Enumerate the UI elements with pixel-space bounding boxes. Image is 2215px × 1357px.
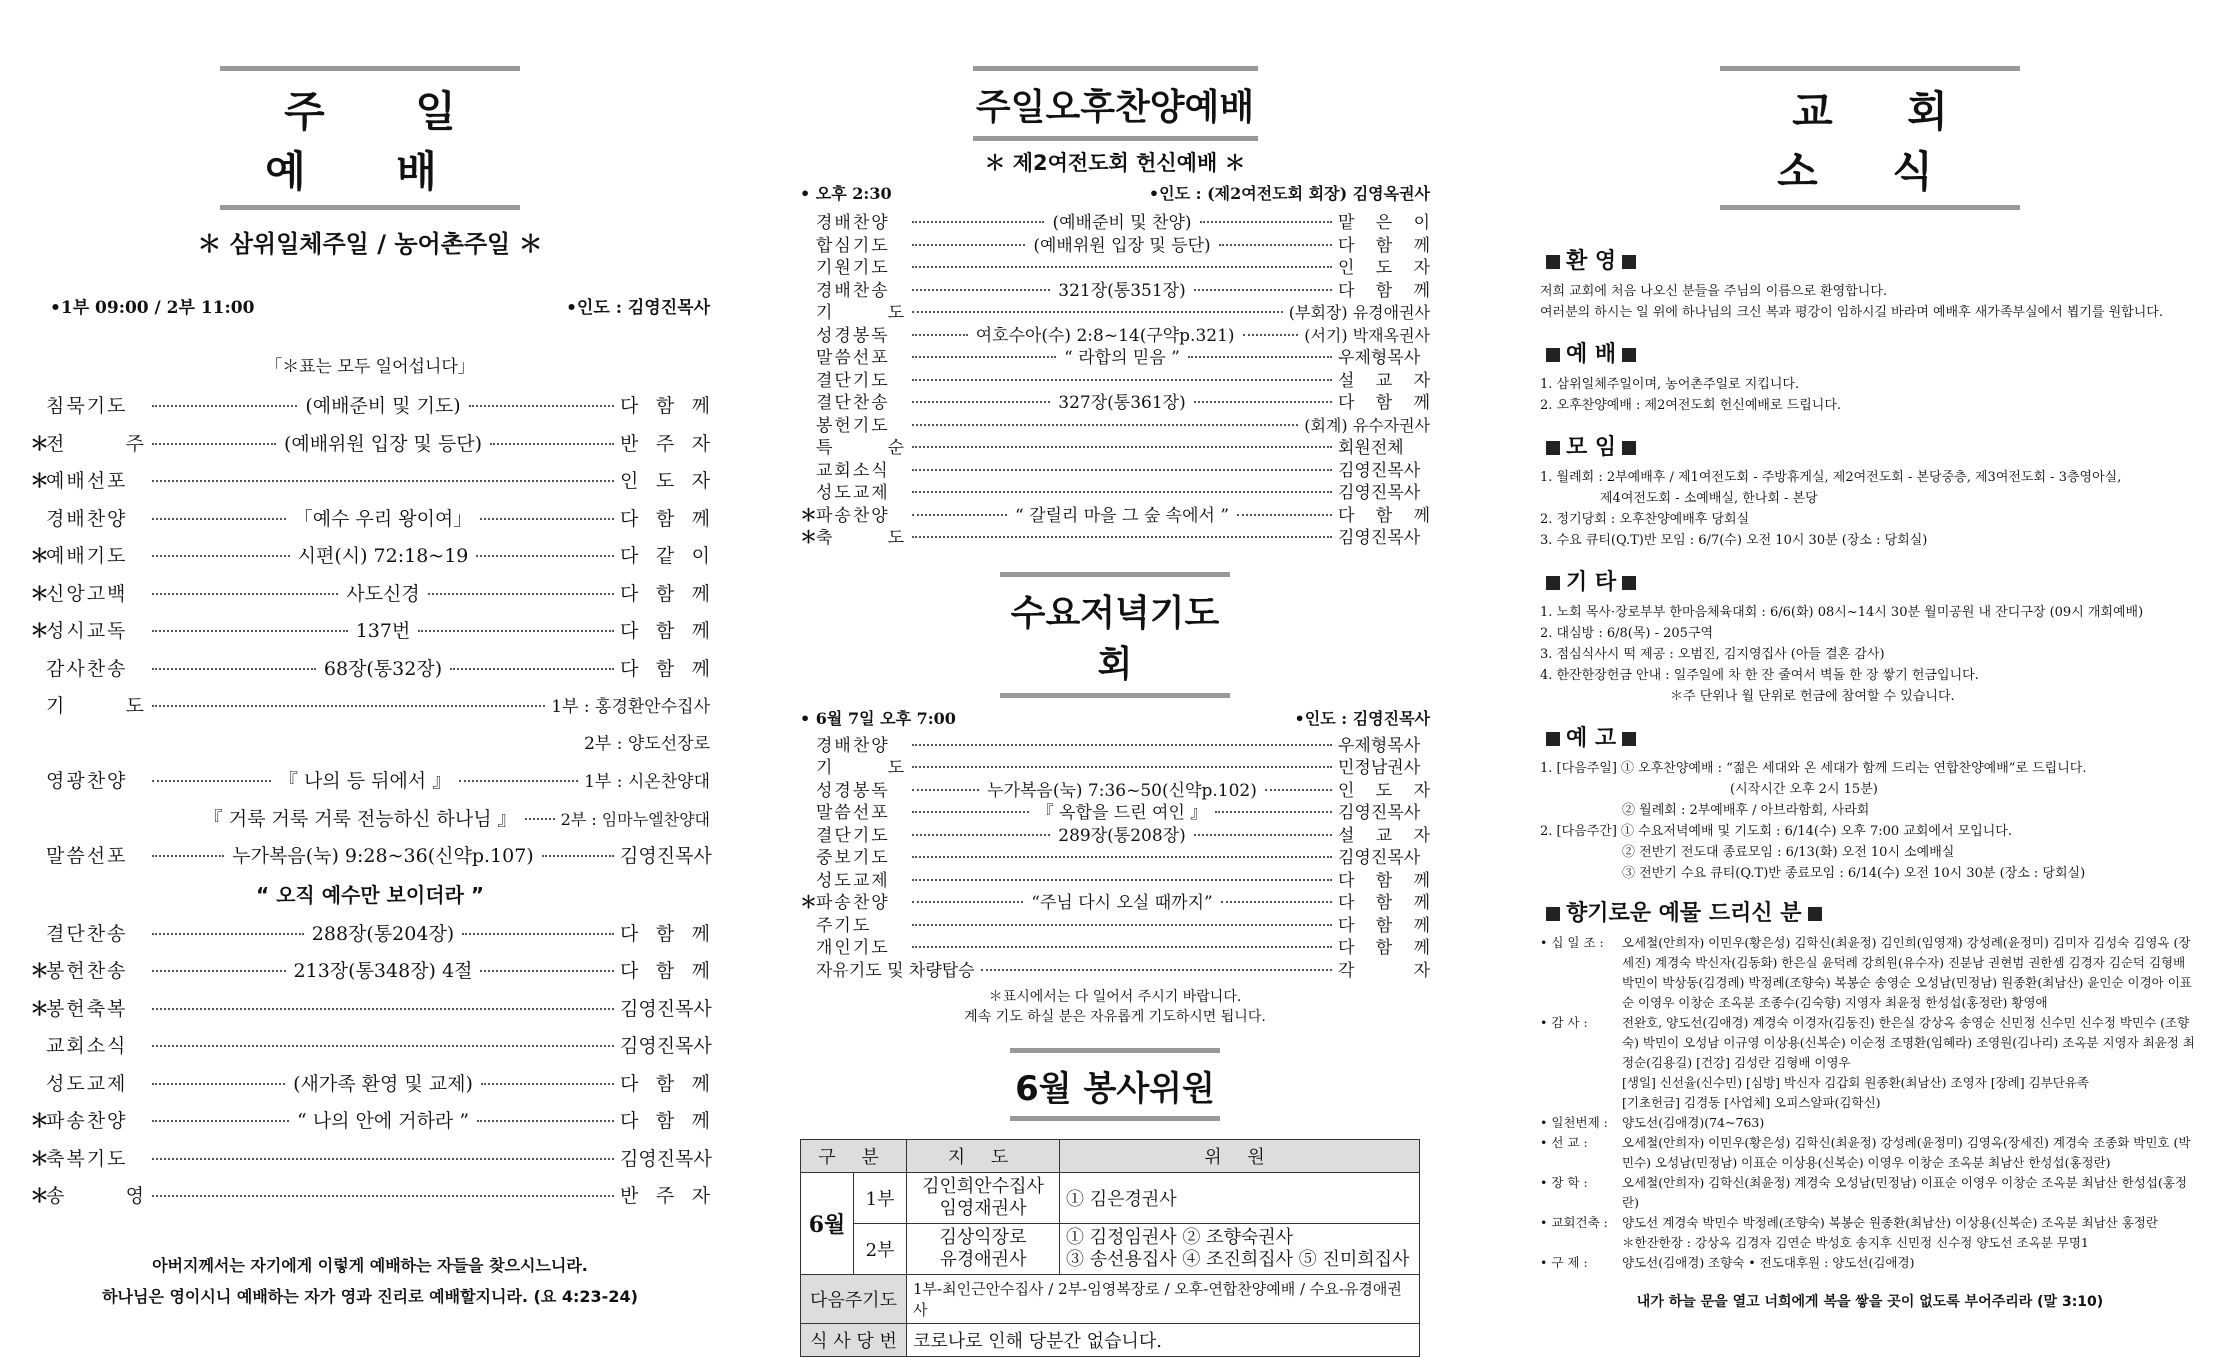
- sunday-worship-title: 주 일 예 배: [220, 66, 520, 210]
- order-row: 결단기도 설 교 자: [816, 370, 1430, 391]
- order-row: ＊ 파송찬양 “ 갈릴리 마을 그 숲 속에서 ” 다 함 께: [800, 505, 1430, 526]
- duty-members-1: ① 김은경권사: [1060, 1173, 1420, 1224]
- order-row: ＊ 파송찬양 “ 나의 안에 거하라 ” 다 함 께: [30, 1110, 711, 1132]
- order-row: 자유기도 및 차량탑승 각 자: [816, 960, 1430, 981]
- offering-entry: [기초헌금] 김경동 [사업체] 오피스알파(김학신): [1622, 1095, 1881, 1110]
- square-bullet-icon: [1546, 255, 1560, 269]
- sunday-order-list: [30, 391, 710, 691]
- notice-line-2b: ② 전반기 전도대 종료모임 : 6/13(화) 오전 10시 소예배실: [1622, 845, 1955, 860]
- order-row: 성경봉독 누가복음(눅) 7:36~50(신약p.102) 인 도 자: [816, 780, 1430, 801]
- order-row: 특 순 회원전체: [816, 438, 1404, 458]
- duty-table: [800, 1139, 1420, 1357]
- offering-entry: • 장 학 : 오세철(안희자) 김학신(최윤정) 계경숙 오성남(민정남) 이표순 이영우 이창순 조옥분 최남산 한성섭(홍정란): [1540, 1175, 2187, 1210]
- order-row: 경배찬양 우제형목사: [816, 735, 1421, 756]
- afternoon-worship-title: 주일오후찬양예배: [973, 66, 1258, 141]
- notice-line-1c: ② 월례회 : 2부예배후 / 아브라함회, 사라회: [1622, 803, 1870, 818]
- square-bullet-icon: [1546, 732, 1560, 746]
- square-bullet-icon: [1622, 348, 1636, 362]
- wednesday-time: • 6월 7일 오후 7:00: [800, 708, 956, 728]
- offering-list: [1540, 933, 2200, 1273]
- order-row: ＊ 축복기도 김영진목사: [30, 1147, 712, 1170]
- church-news-column: [1540, 0, 2200, 1310]
- order-row: 침묵기도 (예배준비 및 기도) 다 함 께: [46, 395, 711, 417]
- duty-guide-2: 김상익장로 유경애권사: [907, 1224, 1060, 1275]
- order-row: 기 도 민정남권사: [816, 758, 1421, 778]
- order-row: ＊ 전 주 (예배위원 입장 및 등단) 반 주 자: [30, 432, 711, 455]
- closing-verse: 내가 하늘 문을 열고 너희에게 복을 쌓을 곳이 없도록 부어주리라 (말 3:10): [1636, 1294, 2104, 1310]
- order-row: 결단기도 289장(통208장) 설 교 자: [816, 825, 1430, 846]
- offering-entry: [생일] 신선율(신수민) [심방] 박신자 김갑회 원종환(최남산) 조영자 [장례] 김부단유족: [1622, 1075, 2089, 1090]
- meeting-heading: 모 임: [1540, 430, 2200, 461]
- offering-entry: • 십 일 조 : 오세철(안희자) 이민우(황은성) 김학신(최윤정) 김인희(임영재) 강성례(윤정미) 김미자 김성숙 김영옥 (장세진) 계경숙 박신자(김동화) 한은실 윤덕례 강희원(유수자) 진분남 권현범 권한셈 김경자 김순덕 김형배 박민이 박상동(김경례) 박정례(조향숙) 복봉순 송영순 오성남(민정남) 원종환(최남산) 윤인순 이경아 이표순 이영우 이창순 조옥분 조종수(김숙향) 지영자 최윤정 한성섭(홍정란) 황영애: [1540, 935, 2192, 1010]
- order-row: ＊ 파송찬양 “주님 다시 오실 때까지” 다 함 께: [800, 893, 1430, 913]
- meeting-line-2: 2. 정기당회 : 오후찬양예배후 당회실: [1540, 512, 1750, 527]
- sunday-subtitle: ＊ 삼위일체주일 / 농어촌주일 ＊: [197, 230, 543, 258]
- order-row: 기 도 (부회장) 유경애권사: [816, 303, 1430, 323]
- order-row: 결단찬송 327장(통361장) 다 함 께: [816, 393, 1430, 413]
- order-row: ＊ 예배선포 인 도 자: [30, 470, 710, 492]
- order-row: 봉헌기도 (회계) 유수자권사: [816, 415, 1430, 436]
- order-row: 경배찬송 321장(통351장) 다 함 께: [816, 280, 1430, 301]
- order-row: 성경봉독 여호수아(수) 2:8~14(구약p.321) (서기) 박재옥권사: [816, 325, 1430, 346]
- duty-members-2: ① 김정임권사 ② 조향숙권사 ③ 송선용집사 ④ 조진희집사 ⑤ 진미희집사: [1060, 1224, 1420, 1275]
- offering-entry: • 감 사 : 전완호, 양도선(김애경) 계경숙 이경자(김동진) 한은실 강상옥 송영순 신민정 신수민 신수정 박민수 (조향숙) 박민이 오성남 이규영 이상용(신복순) 이순정 조명환(임혜라) 조영원(김나리) 조옥분 지영자 최윤정 최정순(김용길) [건강] 김성란 김형배 이영우: [1540, 1015, 2195, 1070]
- stand-note: 「＊표는 모두 일어섭니다」: [265, 357, 475, 377]
- worship-heading: 예 배: [1540, 337, 2200, 368]
- order-row: 교회소식 김영진목사: [46, 1035, 712, 1057]
- order-row: 성도교제 김영진목사: [816, 483, 1421, 503]
- square-bullet-icon: [1546, 576, 1560, 590]
- etc-line-3: 3. 점심식사시 떡 제공 : 오범진, 김지영집사 (아들 결혼 감사): [1540, 647, 1885, 662]
- square-bullet-icon: [1808, 907, 1822, 921]
- welcome-heading: 환 영: [1540, 244, 2200, 275]
- offering-entry: • 교회건축 : 양도선 계경숙 박민수 박정례(조향숙) 복봉순 원종환(최남산) 이상용(신복순) 조옥분 최남산 홍정란: [1540, 1215, 2158, 1230]
- duty-header-members: 위 원: [1060, 1140, 1420, 1173]
- offering-entry: • 구 제 : 양도선(김애경) 조향숙 • 전도대후원 : 양도선(김애경): [1540, 1255, 1915, 1270]
- next-prayer-label: 다음주기도: [801, 1275, 907, 1324]
- order-row: ＊ 봉헌축복 김영진목사: [30, 997, 712, 1020]
- order-row: ＊ 축 도 김영진목사: [800, 528, 1421, 548]
- wednesday-note-1: ＊표시에서는 다 일어서 주시기 바랍니다.: [988, 989, 1242, 1005]
- order-row-prayer-2: 2부 : 양도선장로: [584, 733, 710, 754]
- welcome-line-2: 여러분의 하시는 일 위에 하나님의 크신 복과 평강이 임하시길 바라며 예배후 새가족부실에서 뵙기를 원합니다.: [1540, 305, 2163, 320]
- square-bullet-icon: [1622, 441, 1636, 455]
- afternoon-time: • 오후 2:30: [800, 184, 892, 203]
- order-row: 경배찬양 (예배준비 및 찬양) 맡 은 이: [816, 213, 1430, 233]
- verse-line-1: 아버지께서는 자기에게 이렇게 예배하는 자들을 찾으시느니라.: [152, 1255, 588, 1275]
- order-row: ＊ 예배기도 시편(시) 72:18~19 다 같 이: [30, 545, 710, 567]
- order-row: 말씀선포 『 옥합을 드린 여인 』 김영진목사: [816, 803, 1421, 823]
- sunday-time: •1부 09:00 / 2부 11:00: [50, 298, 255, 318]
- order-row: ＊ 성시교독 137번 다 함 께: [30, 620, 710, 642]
- wednesday-note-2: 계속 기도 하실 분은 자유롭게 기도하시면 됩니다.: [964, 1009, 1266, 1025]
- order-row: 성도교제 (새가족 환영 및 교제) 다 함 께: [46, 1072, 710, 1095]
- duty-month: 6월: [801, 1173, 854, 1275]
- sunday-worship-column: [30, 0, 712, 1306]
- meeting-line-3: 3. 수요 큐티(Q.T)반 모임 : 6/7(수) 오전 10시 30분 (장소 : 당회실): [1540, 533, 1928, 548]
- meal-duty-label: 식 사 당 번: [801, 1324, 907, 1357]
- duty-header-part: 구 분: [801, 1140, 907, 1173]
- etc-heading: 기 타: [1540, 565, 2200, 596]
- square-bullet-icon: [1546, 907, 1560, 921]
- square-bullet-icon: [1546, 441, 1560, 455]
- order-row-sermon: 말씀선포 누가복음(눅) 9:28~36(신약p.107) 김영진목사: [46, 845, 712, 867]
- etc-line-4: 4. 한잔한장헌금 안내 : 일주일에 차 한 잔 줄여서 벽돌 한 장 쌓기 헌금입니다.: [1540, 668, 1979, 683]
- order-row-glory-2: 『 거룩 거룩 거룩 전능하신 하나님 』 2부 : 임마누엘찬양대: [203, 807, 710, 830]
- afternoon-worship-column: [800, 0, 1430, 1352]
- order-row: 결단찬송 288장(통204장) 다 함 께: [46, 922, 711, 945]
- order-row: 합심기도 (예배위원 입장 및 등단) 다 함 께: [816, 235, 1430, 256]
- order-row: 중보기도 김영진목사: [816, 848, 1421, 868]
- order-row: 경배찬양 「예수 우리 왕이여」 다 함 께: [46, 507, 710, 530]
- offering-heading: 향기로운 예물 드리신 분: [1540, 896, 2200, 927]
- offering-entry: • 일천번제 : 양도선(김애경)(74~763): [1540, 1115, 1765, 1130]
- sunday-order-list-2: [30, 919, 710, 1219]
- square-bullet-icon: [1622, 576, 1636, 590]
- wednesday-order-list: [800, 731, 1430, 979]
- meeting-line-1b: 제4여전도회 - 소예배실, 한나회 - 본당: [1600, 491, 1818, 506]
- wednesday-leader: •인도 : 김영진목사: [1294, 708, 1430, 728]
- square-bullet-icon: [1546, 348, 1560, 362]
- order-row: ＊ 송 영 반 주 자: [30, 1185, 710, 1207]
- etc-line-1: 1. 노회 목사·장로부부 한마음체육대회 : 6/6(화) 08시~14시 30분 월미공원 내 잔디구장 (09시 개회예배): [1540, 605, 2144, 620]
- next-prayer-value: 1부-최인근안수집사 / 2부-임영복장로 / 오후-연합찬양예배 / 수요-유경애권사: [907, 1275, 1420, 1324]
- notice-line-2c: ③ 전반기 수요 큐티(Q.T)반 종료모임 : 6/14(수) 오전 10시 30분 (장소 : 당회실): [1622, 866, 2086, 881]
- notice-line-2: 2. [다음주간] ① 수요저녁예배 및 기도회 : 6/14(수) 오후 7:00 교회에서 모입니다.: [1540, 824, 2012, 839]
- afternoon-subtitle: ＊ 제2여전도회 헌신예배 ＊: [984, 151, 1246, 175]
- sunday-leader: •인도 : 김영진목사: [566, 298, 710, 318]
- order-row: 기원기도 인 도 자: [816, 258, 1430, 278]
- sermon-title: “ 오직 예수만 보이더라 ”: [255, 882, 485, 907]
- meeting-line-1: 1. 월례회 : 2부예배후 / 제1여전도회 - 주방휴게실, 제2여전도회 - 본당중층, 제3여전도회 - 3층영아실,: [1540, 470, 2122, 485]
- meal-duty-value: 코로나로 인해 당분간 없습니다.: [907, 1324, 1420, 1357]
- order-row: 개인기도 다 함 께: [816, 938, 1430, 958]
- duty-header-guide: 지 도: [907, 1140, 1060, 1173]
- square-bullet-icon: [1622, 732, 1636, 746]
- order-row: 말씀선포 “ 라합의 믿음 ” 우제형목사: [816, 348, 1421, 368]
- order-row: 성도교제 다 함 께: [816, 870, 1430, 891]
- order-row: ＊ 신앙고백 사도신경 다 함 께: [30, 582, 711, 605]
- afternoon-order-list: [800, 208, 1430, 546]
- church-news-title: 교 회 소 식: [1720, 66, 2020, 210]
- etc-line-4b: ＊주 단위나 월 단위로 헌금에 참여할 수 있습니다.: [1670, 689, 1955, 704]
- square-bullet-icon: [1622, 255, 1636, 269]
- duty-part-1: 1부: [854, 1173, 907, 1224]
- duty-guide-1: 김인희안수집사 임영재권사: [907, 1173, 1060, 1224]
- worship-line-2: 2. 오후찬양예배 : 제2여전도회 헌신예배로 드립니다.: [1540, 398, 1842, 413]
- order-row-glory-1: 영광찬양 『 나의 등 뒤에서 』 1부 : 시온찬양대: [46, 770, 710, 792]
- notice-heading: 예 고: [1540, 721, 2200, 752]
- order-row: 주기도 다 함 께: [816, 915, 1430, 936]
- offering-entry: ＊한잔한장 : 강상옥 김경자 김연순 박성호 송지후 신민정 신수정 양도선 조옥분 무명1: [1622, 1235, 2089, 1250]
- order-row-prayer: 기 도 1부 : 홍경환안수집사: [46, 695, 710, 717]
- notice-line-1b: (시작시간 오후 2시 15분): [1730, 782, 1878, 797]
- verse-line-2: 하나님은 영이시니 예배하는 자가 영과 진리로 예배할지니라. (요 4:23-24): [102, 1286, 638, 1306]
- duty-title: 6월 봉사위원: [1010, 1048, 1220, 1121]
- etc-line-2: 2. 대심방 : 6/8(목) - 205구역: [1540, 626, 1714, 641]
- welcome-line-1: 저희 교회에 처음 나오신 분들을 주님의 이름으로 환영합니다.: [1540, 284, 1888, 299]
- offering-entry: • 선 교 : 오세철(안희자) 이민우(황은성) 김학신(최윤정) 강성례(윤정미) 김영옥(장세진) 계경숙 조종화 박민호 (박민수) 오성남(민정남) 이표순 이상용(신복순) 이영우 이창순 조옥분 최남산 한성섭(홍정란): [1540, 1135, 2191, 1170]
- order-row: 감사찬송 68장(통32장) 다 함 께: [46, 657, 710, 680]
- notice-line-1: 1. [다음주일] ① 오후찬양예배 : “젊은 세대와 온 세대가 함께 드리는 연합찬양예배”로 드립니다.: [1540, 761, 2087, 776]
- order-row: ＊ 봉헌찬송 213장(통348장) 4절 다 함 께: [30, 960, 710, 982]
- afternoon-leader: •인도 : (제2여전도회 회장) 김영옥권사: [1148, 184, 1430, 203]
- order-row: 교회소식 김영진목사: [816, 460, 1421, 481]
- duty-part-2: 2부: [854, 1224, 907, 1275]
- wednesday-title: 수요저녁기도회: [1000, 572, 1230, 698]
- worship-line-1: 1. 삼위일체주일이며, 농어촌주일로 지킵니다.: [1540, 377, 1800, 392]
